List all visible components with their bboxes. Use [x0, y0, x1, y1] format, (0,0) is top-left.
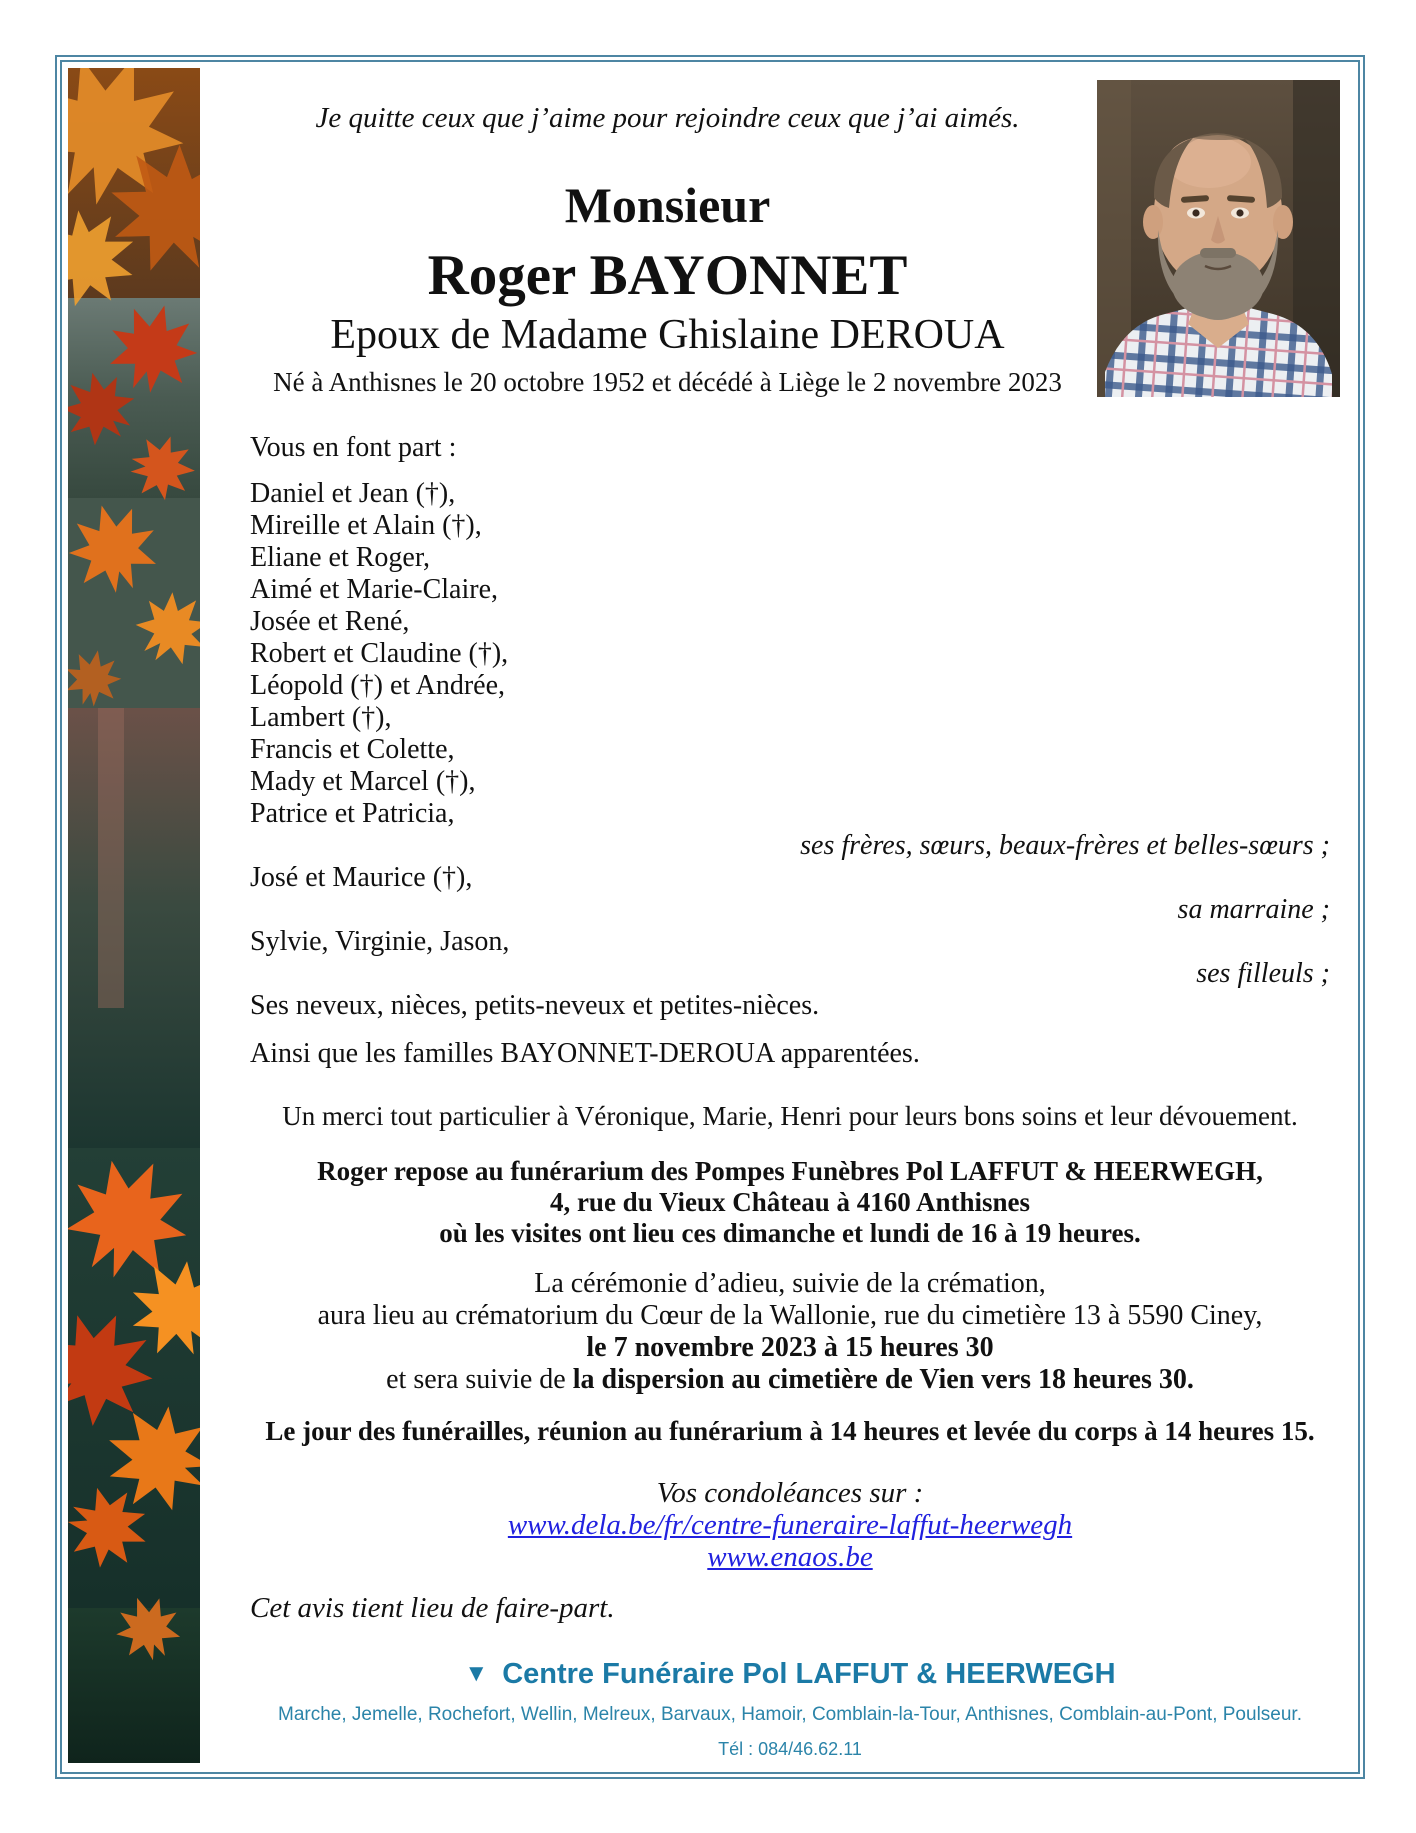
family-member-line: Eliane et Roger, [250, 542, 431, 573]
family-member-line: Patrice et Patricia, [250, 798, 455, 829]
family-member-line: Lambert (†), [250, 702, 392, 733]
autumn-leaves-illustration [68, 68, 200, 1763]
dispersion-prefix: et sera suivie de [386, 1364, 573, 1395]
brand-triangle-icon: ▼ [464, 1660, 489, 1687]
announcement-intro: Vous en font part : [250, 432, 457, 463]
family-member-line: Aimé et Marie-Claire, [250, 574, 499, 605]
funeral-home-address: 4, rue du Vieux Château à 4160 Anthisnes [549, 1187, 1031, 1217]
family-member-line: Francis et Colette, [250, 734, 455, 765]
dispersion-line [250, 1364, 1330, 1396]
relation-godmother-line: sa marraine ; [1177, 894, 1330, 925]
funeral-day-line: Le jour des funérailles, réunion au funérarium à 14 heures et levée du corps à 14 heures 15. [265, 1416, 1315, 1446]
deceased-portrait-illustration [1097, 80, 1340, 397]
birth-death-line: Né à Anthisnes le 20 octobre 1952 et décédé à Liège le 2 novembre 2023 [273, 367, 1062, 397]
family-member-line: Robert et Claudine (†), [250, 638, 509, 669]
funeral-home-brand [250, 1656, 1330, 1692]
portrait-photo [1097, 80, 1340, 397]
family-member-line: Josée et René, [250, 606, 410, 637]
ceremony-date-line: le 7 novembre 2023 à 15 heures 30 [586, 1332, 994, 1363]
nephews-line: Ses neveux, nièces, petits-neveux et petites-nièces. [250, 990, 820, 1021]
header-block [250, 100, 1085, 399]
family-member-line: Daniel et Jean (†), [250, 478, 456, 509]
godchildren-names-line: Sylvie, Virginie, Jason, [250, 926, 510, 957]
condolences-label: Vos condoléances sur : [656, 1477, 924, 1509]
deceased-name: Roger BAYONNET [427, 244, 908, 307]
family-member-line: Mireille et Alain (†), [250, 510, 482, 541]
family-member-line: Mady et Marcel (†), [250, 766, 476, 797]
funeral-home-line: Roger repose au funérarium des Pompes Funèbres Pol LAFFUT & HEERWEGH, [317, 1156, 1263, 1186]
crematorium-line: aura lieu au crématorium du Cœur de la Wallonie, rue du cimetière 13 à 5590 Ciney, [317, 1300, 1263, 1331]
autumn-leaves-photo [68, 68, 200, 1763]
relation-siblings-line: ses frères, sœurs, beaux-frères et belles-sœurs ; [800, 830, 1330, 861]
condolences-link-enaos[interactable]: www.enaos.be [707, 1541, 873, 1573]
family-member-line: Léopold (†) et Andrée, [250, 670, 506, 701]
faire-part-notice: Cet avis tient lieu de faire-part. [250, 1592, 615, 1624]
relation-godchildren-line: ses filleuls ; [1196, 958, 1330, 989]
dispersion-detail: la dispersion au cimetière de Vien vers 18 heures 30. [572, 1364, 1194, 1395]
related-families-line: Ainsi que les familles BAYONNET-DEROUA apparentées. [250, 1038, 920, 1069]
visits-schedule-line: où les visites ont lieu ces dimanche et lundi de 16 à 19 heures. [439, 1218, 1141, 1248]
condolences-block [250, 1477, 1330, 1573]
ceremony-line: La cérémonie d’adieu, suivie de la crémation, [534, 1268, 1046, 1299]
thanks-line: Un merci tout particulier à Véronique, Marie, Henri pour leurs bons soins et leur dévouement. [282, 1101, 1298, 1131]
deceased-title: Monsieur [564, 177, 771, 233]
condolences-link-dela[interactable]: www.dela.be/fr/centre-funeraire-laffut-heerwegh [507, 1509, 1073, 1541]
family-announcement-block [250, 432, 1330, 1070]
brand-name: Centre Funéraire Pol LAFFUT & HEERWEGH [502, 1658, 1116, 1690]
funeral-home-locations: Marche, Jemelle, Rochefort, Wellin, Melreux, Barvaux, Hamoir, Comblain-la-Tour, Anthisnes, Comblain-au-Pont, Poulseur. [278, 1704, 1302, 1725]
godmother-names-line: José et Maurice (†), [250, 862, 473, 893]
funeral-home-phone: Tél : 084/46.62.11 [718, 1739, 862, 1759]
ceremony-block [250, 1268, 1330, 1396]
opening-quote: Je quitte ceux que j’aime pour rejoindre ceux que j’ai aimés. [315, 102, 1020, 134]
funeral-home-notice [250, 1156, 1330, 1249]
spouse-line: Epoux de Madame Ghislaine DEROUA [330, 312, 1005, 358]
